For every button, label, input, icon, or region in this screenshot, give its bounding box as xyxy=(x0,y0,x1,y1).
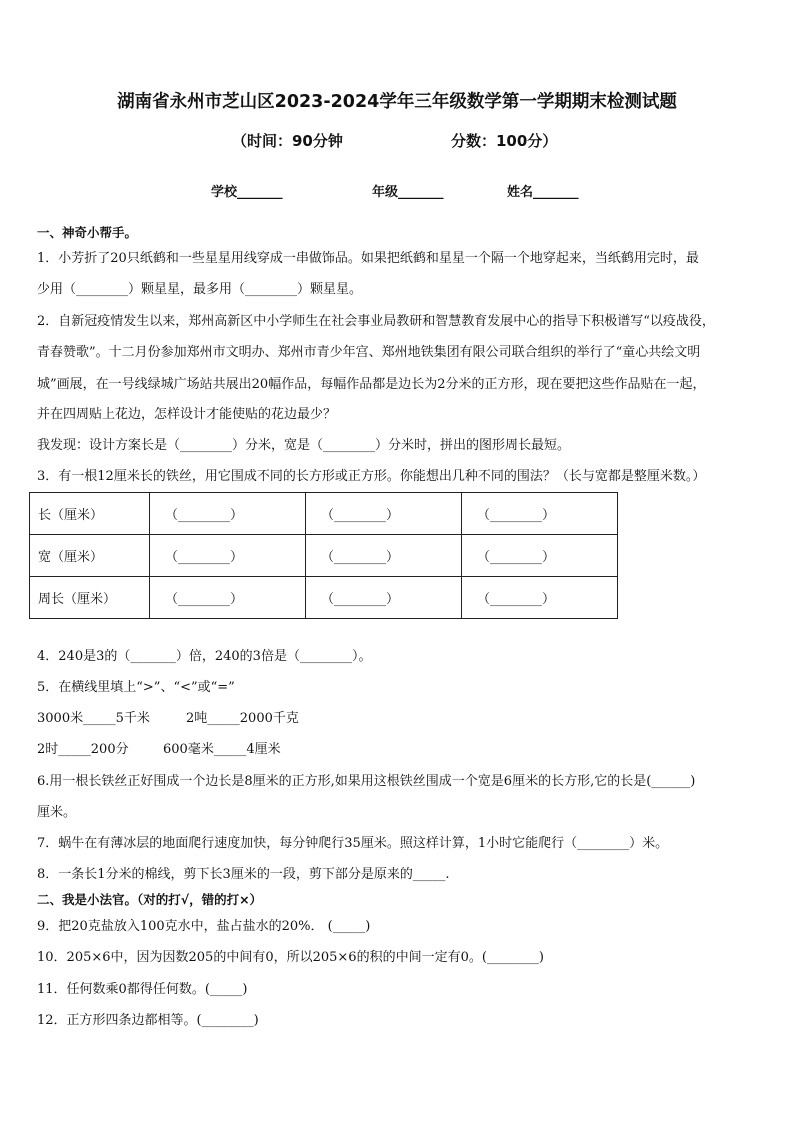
name-field: 姓名_______ xyxy=(507,185,579,200)
table-row xyxy=(30,535,618,577)
question-12: 12．正方形四条边都相等。(________) xyxy=(37,1013,259,1028)
question-6-line-2: 厘米。 xyxy=(37,805,77,820)
answer-cell: （________） xyxy=(462,577,618,619)
answer-cell: （________） xyxy=(150,493,306,535)
table-row xyxy=(30,493,618,535)
question-3-table xyxy=(29,492,618,619)
question-2-line-2: 青春赞歌”。十二月份参加郑州市文明办、郑州市青少年宫、郑州地铁集团有限公司联合组织的举行了“童心共绘文明 xyxy=(37,345,701,360)
question-9: 9．把20克盐放入100克水中，盐占盐水的20%． (_____) xyxy=(37,919,371,934)
section-2-heading: 二、我是小法官。（对的打√，错的打×） xyxy=(37,892,263,907)
question-6-line-1: 6.用一根长铁丝正好围成一个边长是8厘米的正方形,如果用这根铁丝围成一个宽是6厘米的长方形,它的长是(______) xyxy=(37,774,696,789)
question-1-line-2: 少用（________）颗星星，最多用（________）颗星星。 xyxy=(37,282,363,297)
question-2-line-4: 并在四周贴上花边，怎样设计才能使贴的花边最少？ xyxy=(37,407,337,422)
question-2-line-5: 我发现：设计方案长是（________）分米，宽是（________）分米时，拼出的图形周长最短。 xyxy=(37,438,571,453)
question-5-item-b: 2吨_____2000千克 xyxy=(186,711,299,726)
question-5-item-a: 3000米_____5千米 xyxy=(37,711,150,726)
question-4: 4．240是3的（_______）倍，240的3倍是（________）。 xyxy=(37,649,372,664)
answer-cell: （________） xyxy=(462,493,618,535)
answer-cell: （________） xyxy=(462,535,618,577)
question-3: 3．有一根12厘米长的铁丝，用它围成不同的长方形或正方形。你能想出几种不同的围法？（长与宽都是整厘米数。） xyxy=(37,469,706,484)
exam-time: （时间：90分钟 xyxy=(232,132,343,150)
exam-score: 分数：100分） xyxy=(451,132,558,150)
section-1-heading: 一、神奇小帮手。 xyxy=(37,225,138,240)
question-10: 10．205×6中，因为因数205的中间有0，所以205×6的积的中间一定有0。(________) xyxy=(37,950,544,965)
answer-cell: （________） xyxy=(306,577,462,619)
question-5-item-c: 2时_____200分 xyxy=(37,742,129,757)
school-field: 学校_______ xyxy=(211,185,283,200)
question-8: 8．一条长1分米的棉线，剪下长3厘米的一段，剪下部分是原来的_____. xyxy=(37,867,450,882)
page-title: 湖南省永州市芝山区2023-2024学年三年级数学第一学期期末检测试题 xyxy=(117,92,677,112)
answer-cell: （________） xyxy=(306,493,462,535)
question-5-item-d: 600毫米_____4厘米 xyxy=(163,742,281,757)
question-2-line-1: 2．自新冠疫情发生以来，郑州高新区中小学师生在社会事业局教研和智慧教育发展中心的指导下积极谱写“以疫战役， xyxy=(37,314,715,329)
row-label: 周长（厘米） xyxy=(30,577,150,619)
question-5: 5．在横线里填上“>”、“<”或“=” xyxy=(37,680,235,695)
answer-cell: （________） xyxy=(306,535,462,577)
table-row xyxy=(30,577,618,619)
answer-cell: （________） xyxy=(150,577,306,619)
row-label: 长（厘米） xyxy=(30,493,150,535)
answer-cell: （________） xyxy=(150,535,306,577)
question-7: 7．蜗牛在有薄冰层的地面爬行速度加快，每分钟爬行35厘米。照这样计算，1小时它能爬行（________）米。 xyxy=(37,836,669,851)
question-2-line-3: 城”画展，在一号线绿城广场站共展出20幅作品，每幅作品都是边长为2分米的正方形，现在要把这些作品贴在一起， xyxy=(37,377,706,392)
grade-field: 年级_______ xyxy=(372,185,444,200)
row-label: 宽（厘米） xyxy=(30,535,150,577)
question-11: 11．任何数乘0都得任何数。(_____) xyxy=(37,982,248,997)
question-1-line-1: 1．小芳折了20只纸鹤和一些星星用线穿成一串做饰品。如果把纸鹤和星星一个隔一个地穿起来，当纸鹤用完时，最 xyxy=(37,251,699,266)
